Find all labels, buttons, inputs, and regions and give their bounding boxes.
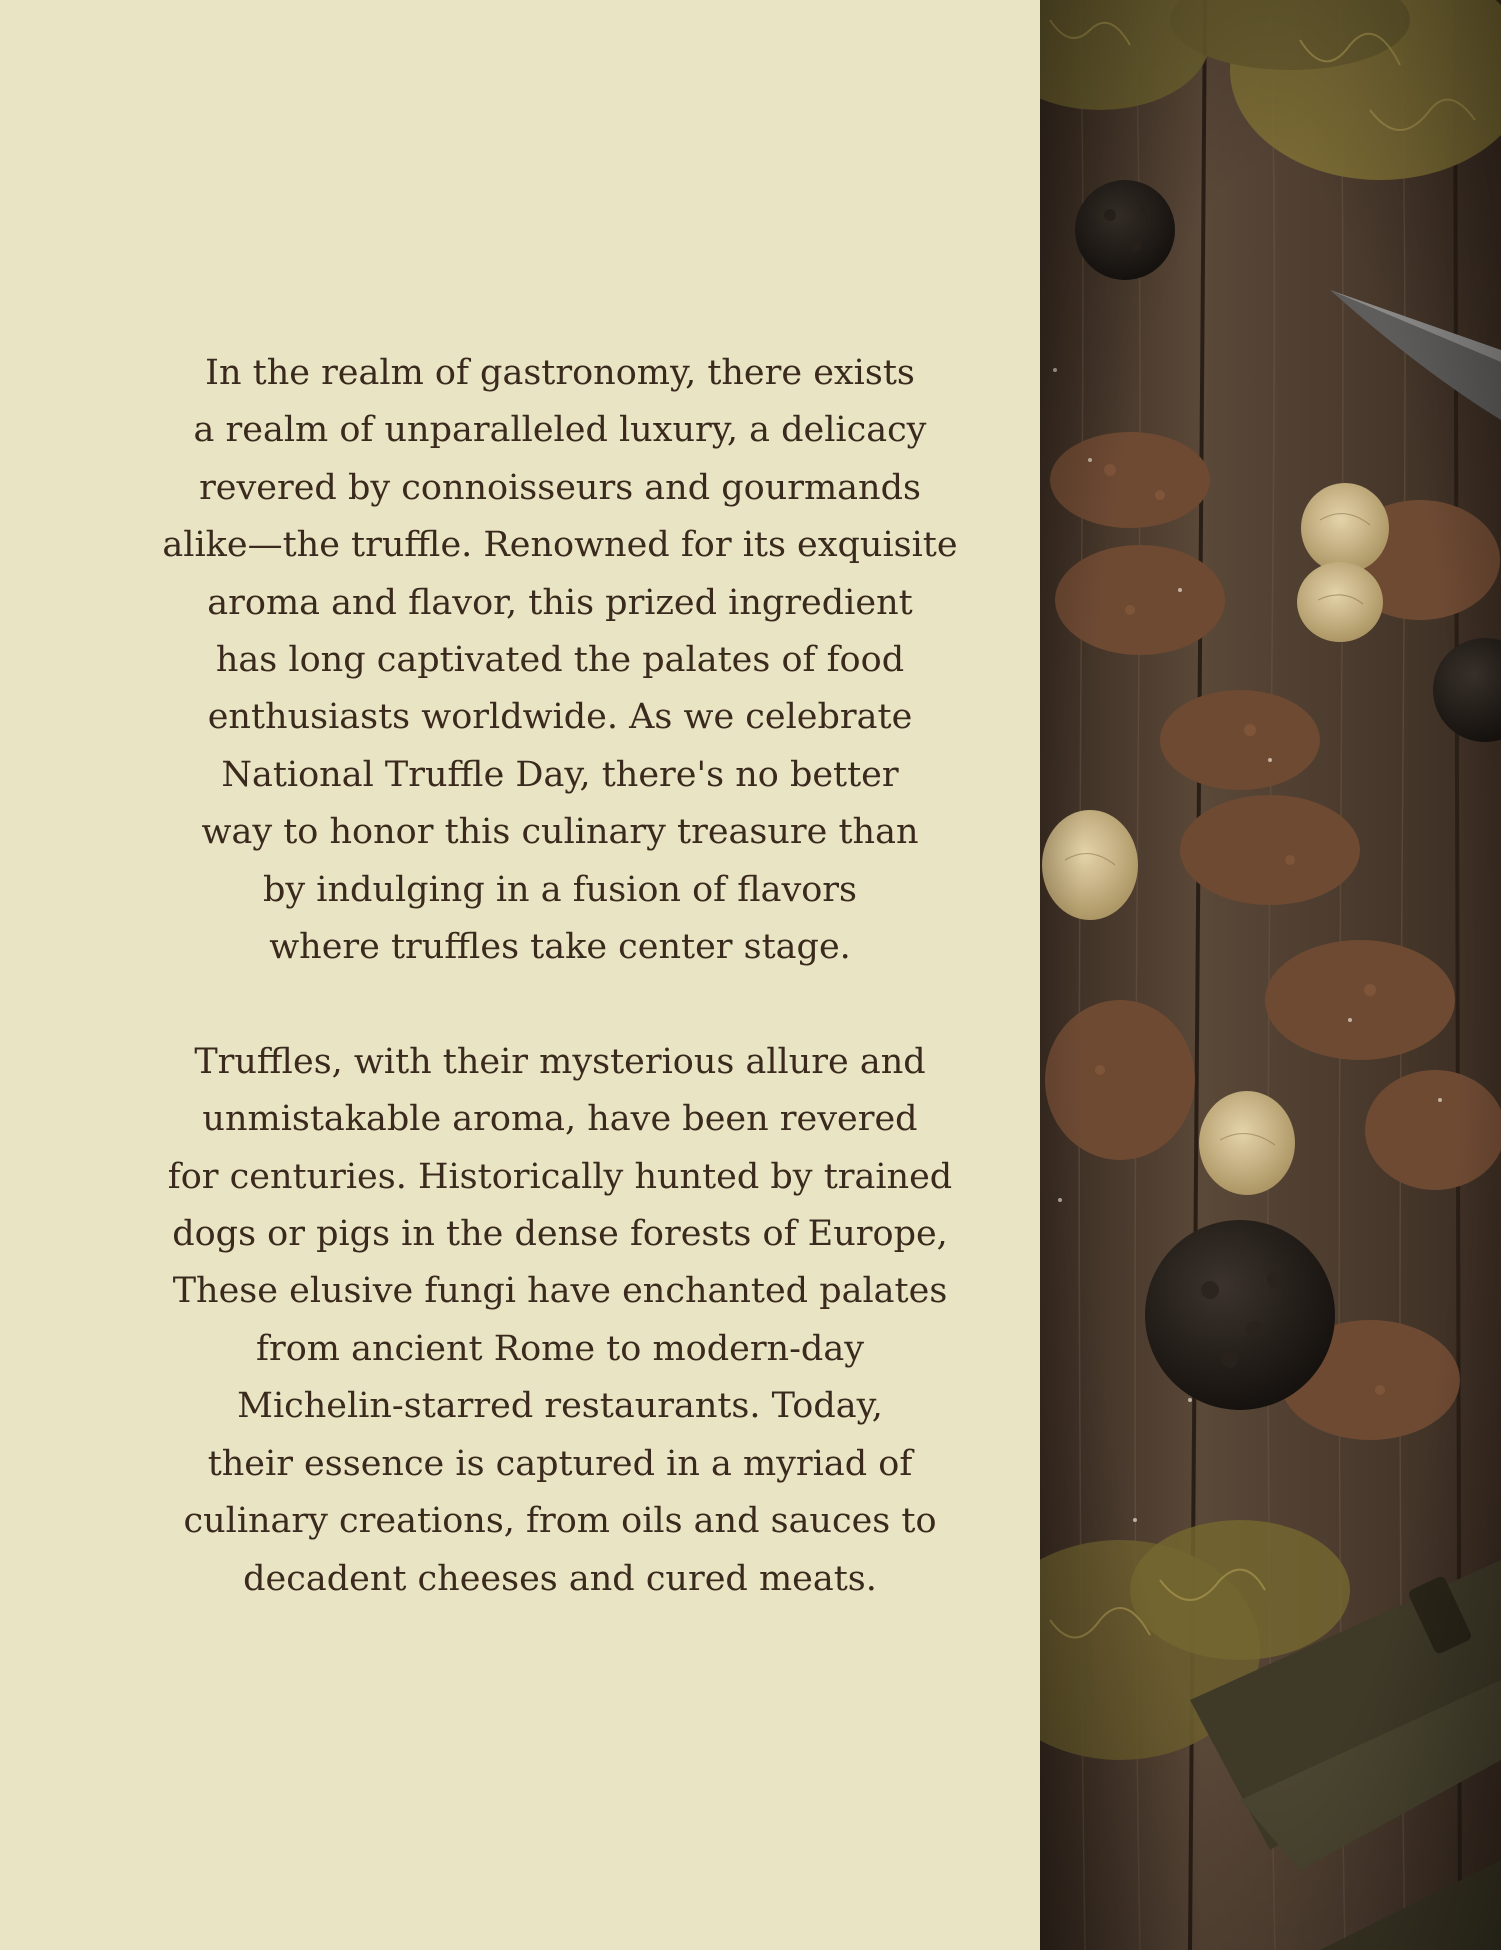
truffles-photo-illustration — [1040, 0, 1501, 1950]
paragraph-history: Truffles, with their mysterious allure and unmistakable aroma, have been revered for centuries. Historically hunted by trained dogs or pigs in the dense forests of Europe, These elusive fungi have enchanted palates from ancient Rome to modern-day Michelin-starred restaurants. Today, their essence is captured in a myriad of culinary creations, from oils and sauces to decadent cheeses and cured meats. — [167, 1041, 953, 1599]
truffles-photo — [1040, 0, 1501, 1950]
paragraph-intro: In the realm of gastronomy, there exists a realm of unparalleled luxury, a delicacy revered by connoisseurs and gourmands alike—the truffle. Renowned for its exquisite aroma and flavor, this prized ingredient has long captivated the palates of food enthusiasts worldwide. As we celebrate National Truffle Day, there's no better way to honor this culinary treasure than by indulging in a fusion of flavors where truffles take center stage. — [162, 353, 958, 968]
article-body — [150, 345, 970, 1608]
